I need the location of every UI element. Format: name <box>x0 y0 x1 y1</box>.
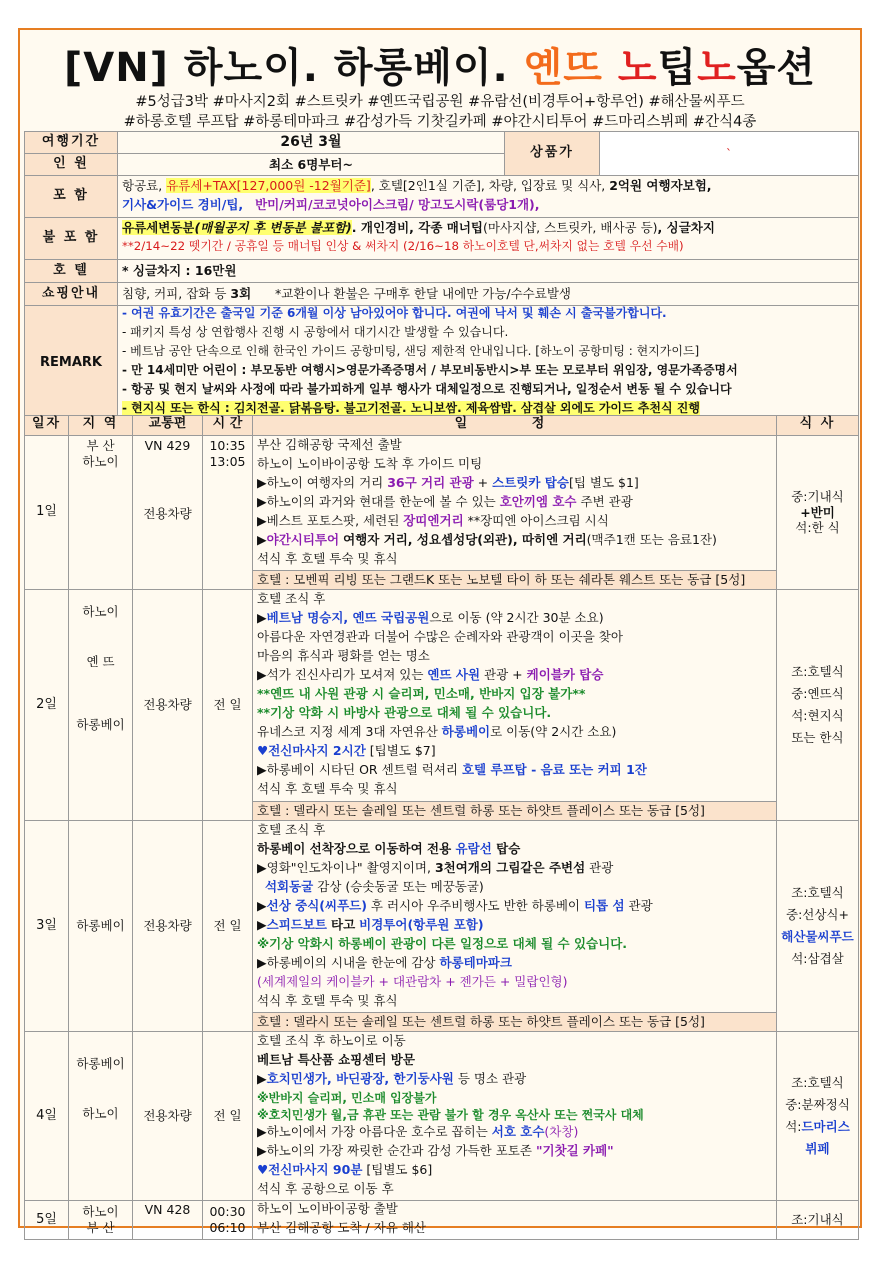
info-table <box>24 131 859 421</box>
exclude-value: 유류세변동분(매월공지 후 변동분 불포함). 개인경비, 각종 매너팁(마사지샵, 스트릿카, 배사공 등), 싱글차지 **2/14~22 뗏기간 / 공휴일 등 매너팁 인상 & 써차지 (2/16~18 하노이호텔 단,써차지 없는 호텔 우선 수배) <box>118 218 859 260</box>
remark-item: - 여권 유효기간은 출국일 기준 6개월 이상 남아있어야 합니다. 여권에 낙서 및 훼손 시 출국불가합니다. <box>122 306 667 320</box>
remark-item: - 베트남 공안 단속으로 인해 한국인 가이드 공항미팅, 샌딩 제한적 안내입니다. [하노이 공항미팅 : 현지가이드] <box>122 344 700 358</box>
day-row: 1일 부 산 하노이 VN 429 전용차량 10:35 13:05 부산 김해공항 국제선 출발 하노이 노이바이공항 도착 후 가이드 미팅 ▶하노이 여행자의 거리 36구 거리 관광 + 스트릿카 탑승[팁 별도 $1] ▶하노이의 과거와 현대를 한눈에 볼 수 있는 호안끼엠 호수 주변 관광 ▶베스트 포토스팟, 세련된 장띠엔거리 **장띠엔 아이스크림 시식 ▶야간시티투어 여행자 거리, 성요셉성당(외관), 따히엔 거리(맥주1캔 또는 음료1잔) 석식 후 호텔 투숙 및 휴식 중:기내식 +반미 석:한 식 <box>25 436 859 571</box>
people-label: 인 원 <box>25 154 118 176</box>
remark-item: - 패키지 특성 상 연합행사 진행 시 공항에서 대기시간 발생할 수 있습니다. <box>122 325 509 339</box>
day-row: 3일 하롱베이 전용차량 전 일 호텔 조식 후 하롱베이 선착장으로 이동하여 전용 유람선 탑승 ▶영화"인도차이나" 촬영지이며, 3천여개의 그림같은 주변섬 관광 석회동굴 감상 (승솟동굴 또는 메꿍동굴) ▶선상 중식(씨푸드) 후 러시아 우주비행사도 반한 하롱베이 티톱 섬 관광 ▶스피드보트 타고 비경투어(항루원 포함) ※기상 악화시 하롱베이 관광이 다른 일정으로 대체 될 수 있습니다. ▶하롱베이의 시내을 한눈에 감상 하롱테마파크 (세계제일의 케이블카 + 대관람차 + 젠가든 + 밀랍인형) 석식 후 호텔 투숙 및 휴식 조:호텔식 중:선상식+ 해산물씨푸드 석:삼겹살 <box>25 821 859 1013</box>
title-highlight-yentu: 옌뜨 <box>523 45 603 91</box>
remark-item: - 만 14세미만 어린이 : 부모동반 여행시>영문가족증명서 / 부모비동반시>부 또는 모로부터 위임장, 영문가족증명서 <box>122 363 738 377</box>
include-label: 포 함 <box>25 176 118 218</box>
exclude-label: 불 포 함 <box>25 218 118 260</box>
day-label: 3일 <box>25 821 69 1032</box>
include-value: 항공료, 유류세+TAX[127,000원 -12월기준], 호텔[2인1실 기준], 차량, 입장료 및 식사, 2억원 여행자보험, 기사&가이드 경비/팁, 반미/커피/코코넛아이스크림/ 망고도시락(룸당1개), <box>118 176 859 218</box>
itinerary-line: ▶하노이 여행자의 거리 36구 거리 관광 + 스트릿카 탑승[팁 별도 $1] <box>257 475 639 490</box>
header-region: 지 역 <box>69 416 133 436</box>
remark-item: - 현지식 또는 한식 : 김치전골. 닭볶음탕. 불고기전골. 노니보쌈. 제육쌈밥. 삼겹살 외에도 가이드 추천식 진행 <box>122 401 700 415</box>
page-title: [VN] 하노이. 하롱베이. 옌뜨 노팁노옵션 <box>63 45 817 91</box>
hotel-label: 호 텔 <box>25 260 118 283</box>
document-frame <box>18 28 862 1235</box>
people-value: 최소 6명부터~ <box>118 154 505 176</box>
hotel-value: * 싱글차지 : 16만원 <box>118 260 859 283</box>
hotel-info: 호텔 : 델라시 또는 솔레일 또는 센트럴 하롱 또는 하얏트 플레이스 또는 동급 [5성] <box>253 802 777 821</box>
period-label: 여행기간 <box>25 132 118 154</box>
day-row: 5일 하노이 부 산 VN 428 00:30 06:10 하노이 노이바이공항 출발 부산 김해공항 도착 / 자유 해산 조:기내식 <box>25 1201 859 1240</box>
header-meal: 식 사 <box>777 416 859 436</box>
hotel-info: 호텔 : 델라시 또는 솔레일 또는 센트럴 하롱 또는 하얏트 플레이스 또는 동급 [5성] <box>253 1013 777 1032</box>
remark-item: - 항공 및 현지 날씨와 사정에 따라 불가피하게 일부 행사가 대체일정으로 진행되거나, 일정순서 변동 될 수 있습니다 <box>122 382 732 396</box>
shopping-label: 쇼핑안내 <box>25 283 118 306</box>
day-row: 2일 하노이 옌 뜨 하롱베이 전용차량 전 일 호텔 조식 후 ▶베트남 명승지, 옌뜨 국립공원으로 이동 (약 2시간 30분 소요) 아름다운 자연경관과 더불어 수많은 순례자와 관광객이 이곳을 찾아 마음의 휴식과 평화를 얻는 명소 ▶석가 진신사리가 모셔져 있는 옌뜨 사원 관광 + 케이블카 탑승 **옌뜨 내 사원 관광 시 슬리퍼, 민소매, 반바지 입장 불가** **기상 악화 시 바방사 관광으로 대체 될 수 있습니다. 유네스코 지정 세계 3대 자연유산 하롱베이로 이동(약 2시간 소요) ♥전신마사지 2시간 [팁별도 $7] ▶하롱베이 시타딘 OR 센트럴 럭셔리 호텔 루프탑 - 음료 또는 커피 1잔 석식 후 호텔 투숙 및 휴식 조:호텔식 중:옌뜨식 석:현지식 또는 한식 <box>25 590 859 802</box>
day-label: 5일 <box>25 1201 69 1240</box>
remark-label: REMARK <box>25 306 118 421</box>
header-time: 시 간 <box>203 416 253 436</box>
schedule-table <box>24 415 859 1240</box>
header-itinerary: 일 정 <box>253 416 777 436</box>
hashtags-line2: #하롱호텔 루프탑 #하롱테마파크 #감성가득 기찻길카페 #야간시티투어 #드마리스뷔페 #간식4종 <box>123 114 757 130</box>
price-label: 상품가 <box>505 132 600 176</box>
remark-list <box>118 306 859 421</box>
hotel-info: 호텔 : 모벤픽 리빙 또는 그랜드K 또는 노보텔 타이 하 또는 쉐라톤 웨스트 또는 동급 [5성] <box>253 571 777 590</box>
day-label: 1일 <box>25 436 69 590</box>
period-value: 26년 3월 <box>118 132 505 154</box>
price-value: ` <box>600 132 859 176</box>
header-day: 일자 <box>25 416 69 436</box>
hashtags-line1: #5성급3박 #마사지2회 #스트릿카 #옌뜨국립공원 #유람선(비경투어+항루언) #해산물씨푸드 <box>135 94 745 110</box>
header-transport: 교통편 <box>133 416 203 436</box>
shopping-value: 침향, 커피, 잡화 등 3회 *교환이나 환불은 구매후 한달 내에만 가능/수수료발생 <box>118 283 859 306</box>
day-row: 4일 하롱베이 하노이 전용차량 전 일 호텔 조식 후 하노이로 이동 베트남 특산품 쇼핑센터 방문 ▶호치민생가, 바딘광장, 한기둥사원 등 명소 관광 ※반바지 슬리퍼, 민소매 입장불가 ※호치민생가 월,금 휴관 또는 관람 불가 할 경우 옥산사 또는 쩐국사 대체 ▶하노이에서 가장 아름다운 호수로 꼽히는 서호 호수(차창) ▶하노이의 가장 짜릿한 순간과 감성 가득한 포토존 "기찻길 카페" ♥전신마사지 90분 [팁별도 $6] 석식 후 공항으로 이동 후 조:호텔식 중:분짜정식 석:드마리스 뷔페 <box>25 1032 859 1201</box>
day-label: 4일 <box>25 1032 69 1201</box>
day-label: 2일 <box>25 590 69 821</box>
